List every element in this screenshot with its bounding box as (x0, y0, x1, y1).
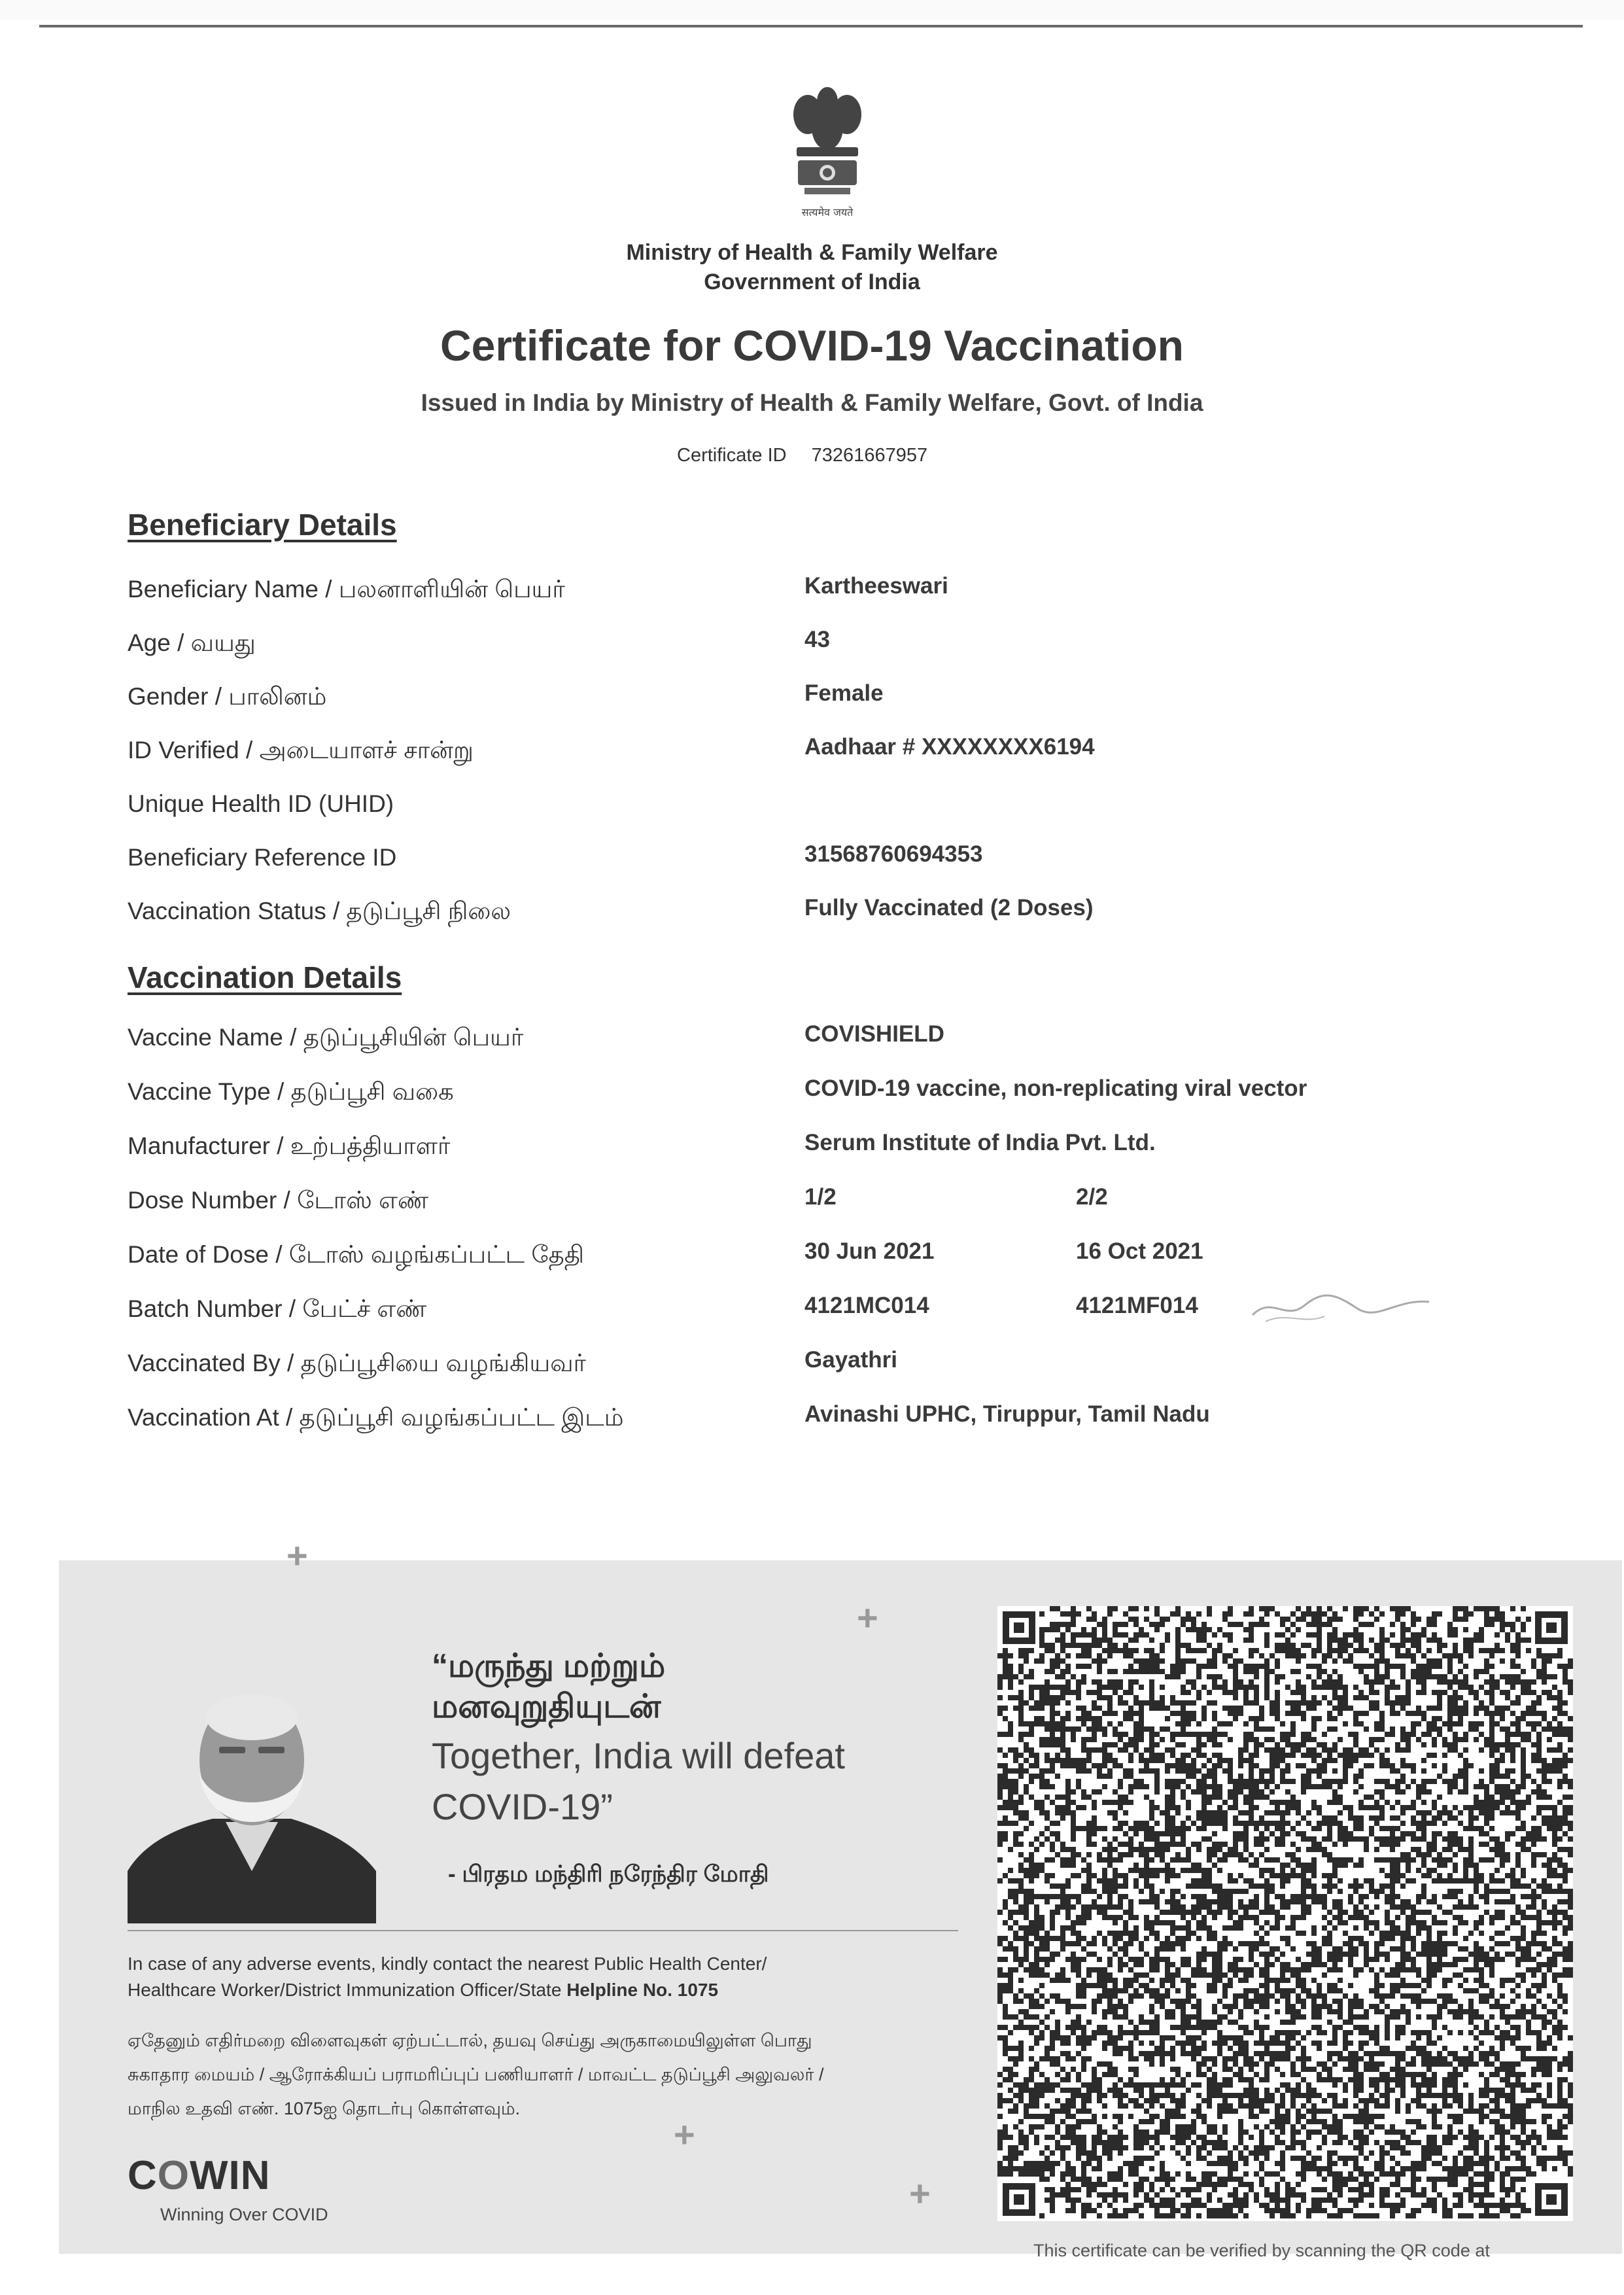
row-value: Serum Institute of India Pvt. Ltd. (804, 1130, 1156, 1155)
cowin-logo-rest: WIN (190, 2153, 271, 2198)
quote-tamil-line: மனவுறுதியுடன் (432, 1688, 661, 1725)
quote-english-line: Together, India will defeat (432, 1735, 845, 1776)
age-row (128, 629, 1566, 669)
vaccine-name-row (128, 1021, 1566, 1063)
pm-portrait (128, 1675, 376, 1923)
row-value: 43 (804, 627, 830, 652)
row-value: Avinashi UPHC, Tiruppur, Tamil Nadu (804, 1401, 1210, 1427)
cowin-tagline: Winning Over COVID (160, 2205, 328, 2224)
beneficiary-details-heading: Beneficiary Details (128, 508, 397, 542)
row-value-dose-1: 4121MC014 (804, 1293, 929, 1318)
advisory-line: மாநில உதவி எண். 1075ஐ தொடர்பு கொள்ளவும். (128, 2099, 521, 2118)
certificate-id-value: 73261667957 (811, 445, 928, 466)
certificate-id-label: Certificate ID (677, 445, 787, 466)
cowin-logo-o: O (157, 2153, 190, 2198)
row-label: Beneficiary Reference ID (128, 844, 397, 871)
quote-attribution: - பிரதம மந்திரி நரேந்திர மோதி (448, 1861, 769, 1887)
row-value: Fully Vaccinated (2 Doses) (804, 895, 1094, 920)
reference-id-row (128, 841, 1566, 883)
quote-english (432, 1730, 845, 1832)
ministry-name: Ministry of Health & Family Welfare (626, 240, 998, 265)
row-value: 31568760694353 (804, 841, 983, 867)
advisory-english (128, 1951, 978, 2003)
dose-number-row (128, 1184, 1566, 1226)
manufacturer-row (128, 1132, 1566, 1172)
national-emblem-icon (778, 82, 876, 236)
advisory-line (128, 1977, 978, 2003)
quote-english-line: COVID-19” (432, 1786, 613, 1827)
cowin-logo-c: C (128, 2153, 158, 2198)
row-value: COVID-19 vaccine, non-replicating viral vector (804, 1076, 1307, 1101)
row-value: Kartheeswari (804, 573, 948, 599)
row-label: Vaccinated By / தடுப்பூசியை வழங்கியவர் (128, 1350, 586, 1376)
vaccinated-by-row (128, 1347, 1566, 1389)
advisory-line: சுகாதார மையம் / ஆரோக்கியப் பராமரிப்புப் பணியாளர் / மாவட்ட தடுப்பூசி அலுவலர் / (128, 2065, 824, 2084)
scan-edge (0, 0, 1624, 20)
advisory-text: Healthcare Worker/District Immunization Officer/State (128, 1980, 567, 2000)
row-value-dose-2: 16 Oct 2021 (1076, 1238, 1203, 1264)
row-label: Age / வயது (128, 629, 256, 656)
plus-decoration-icon: + (674, 2114, 695, 2155)
helpline-number: Helpline No. 1075 (566, 1980, 719, 2000)
row-label: Dose Number / டோஸ் எண் (128, 1187, 429, 1214)
quote-tamil (432, 1645, 665, 1726)
certificate-title: Certificate for COVID-19 Vaccination (440, 321, 1184, 370)
row-value-dose-1: 30 Jun 2021 (804, 1238, 935, 1264)
row-label: ID Verified / அடையாளச் சான்று (128, 737, 474, 763)
id-verified-row (128, 734, 1566, 776)
gender-row (128, 680, 1566, 722)
row-label: Vaccine Type / தடுப்பூசி வகை (128, 1078, 454, 1105)
row-label: Batch Number / பேட்ச் எண் (128, 1295, 427, 1322)
government-name: Government of India (704, 270, 920, 294)
signature-scribble (1246, 1282, 1436, 1331)
svg-text:सत्यमेव जयते: सत्यमेव जयते (801, 206, 854, 219)
row-label: Vaccination At / தடுப்பூசி வழங்கப்பட்ட இடம் (128, 1404, 624, 1431)
row-label: Manufacturer / உற்பத்தியாளர் (128, 1132, 451, 1159)
vaccination-details-heading: Vaccination Details (128, 960, 402, 994)
top-rule (39, 25, 1583, 27)
row-value-dose-2: 4121MF014 (1076, 1293, 1198, 1318)
row-value: Gayathri (804, 1347, 897, 1373)
vaccination-at-row (128, 1401, 1566, 1443)
verify-note: This certificate can be verified by scanning the QR code at (1033, 2241, 1490, 2260)
quote-tamil-line: “மருந்து மற்றும் (432, 1647, 666, 1684)
plus-decoration-icon: + (857, 1597, 878, 1638)
uhid-row (128, 790, 1566, 830)
date-of-dose-row (128, 1238, 1566, 1280)
vaccination-status-row (128, 895, 1566, 937)
cowin-logo (128, 2152, 271, 2199)
plus-decoration-icon: + (286, 1535, 308, 1576)
advisory-tamil (128, 2023, 978, 2126)
plus-decoration-icon: + (909, 2173, 931, 2214)
row-value: COVISHIELD (804, 1021, 944, 1047)
row-label: Unique Health ID (UHID) (128, 790, 394, 817)
issued-by: Issued in India by Ministry of Health & Family Welfare, Govt. of India (421, 389, 1203, 416)
row-value: Aadhaar # XXXXXXXX6194 (804, 734, 1095, 760)
row-label: Gender / பாலினம் (128, 683, 327, 710)
certificate-id (677, 445, 927, 466)
advisory-line: ஏதேனும் எதிர்மறை விளைவுகள் ஏற்பட்டால், தயவு செய்து அருகாமையிலுள்ள பொது (128, 2031, 812, 2050)
row-label: Vaccination Status / தடுப்பூசி நிலை (128, 898, 511, 924)
row-label: Vaccine Name / தடுப்பூசியின் பெயர் (128, 1024, 524, 1051)
beneficiary-name-row (128, 573, 1566, 615)
row-value-dose-1: 1/2 (804, 1184, 837, 1210)
row-label: Date of Dose / டோஸ் வழங்கப்பட்ட தேதி (128, 1241, 585, 1268)
advisory-line: In case of any adverse events, kindly contact the nearest Public Health Center/ (128, 1953, 767, 1974)
row-value-dose-2: 2/2 (1076, 1184, 1108, 1210)
row-value: Female (804, 680, 884, 706)
qr-code (997, 1606, 1573, 2221)
vaccine-type-row (128, 1078, 1566, 1117)
footer-divider (128, 1930, 958, 1931)
row-label: Beneficiary Name / பலனாளியின் பெயர் (128, 576, 565, 603)
